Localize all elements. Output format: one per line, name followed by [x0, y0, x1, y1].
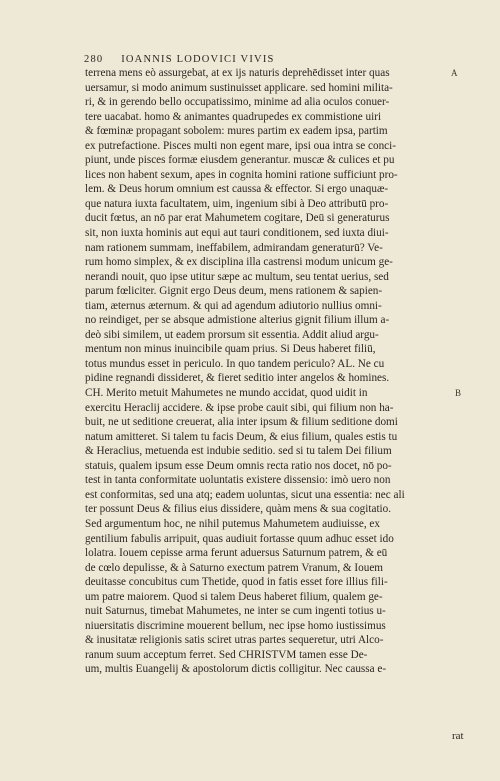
text-line: ranum suum acceptum ferret. Sed CHRISTVM tamen esse De-: [85, 648, 368, 661]
running-title: IOANNIS LODOVICI VIVIS: [121, 54, 275, 65]
text-line: buit, ne ut seditione creuerat, alia inter ipsum & filium seditione domi: [85, 416, 398, 429]
running-header: [84, 54, 464, 65]
text-line: que natura iuxta facultatem, uim, ingenium sibi à Deo attributū pro-: [85, 197, 389, 210]
text-line: lices non habent sexum, apes in cognita homini ratione sufficiunt pro-: [85, 168, 398, 181]
text-line: statuis, qualem ipsum esse Deum omnis recta ratio nos docet, nō po-: [85, 459, 392, 472]
text-line: sit, non iuxta hominis aut equi aut tauri conditionem, sed iuxta diui-: [85, 227, 389, 240]
catchword: rat: [452, 730, 464, 742]
text-line: deò sibi similem, ut eadem prorsum sit essentia. Addit aliud argu-: [85, 328, 379, 341]
text-line: nuit Saturnus, timebat Mahumetes, ne inter se cum ingenti totius u-: [85, 605, 386, 618]
text-line: CH. Merito metuit Mahumetes ne mundo accidat, quod uidit in: [85, 387, 368, 400]
text-line: nam rationem summam, ineffabilem, admirandam generaturū? Ve-: [85, 241, 383, 254]
text-line: de cœlo depulisse, & à Saturno exectum patrem Vranum, & Iouem: [85, 561, 383, 574]
text-line: Sed argumentum hoc, ne nihil putemus Mahumetem audiuisse, ex: [85, 517, 380, 530]
text-line: ri, & in gerendo bello occupatissimo, minime ad alia oculos conuer-: [85, 96, 390, 109]
text-line: ducit fœtus, an nō par erat Mahumetem cogitare, Deū si generaturus: [85, 212, 390, 225]
text-line: tiam, æternus æternum. & qui ad agendum adiutorio nullius omni-: [85, 299, 382, 312]
text-line: lem. & Deus horum omnium est caussa & effector. Si ergo unaquæ-: [85, 183, 389, 196]
text-line: nerandi nouit, quo ipse utitur sæpe ac multum, seu tentat uerius, sed: [85, 270, 389, 283]
text-line: exercitu Heraclij accidere. & ipse probe cauit sibi, qui filium non ha-: [85, 401, 394, 414]
text-line: um, multis Euangelij & apostolorum dictis colligitur. Nec caussa e-: [85, 663, 387, 676]
text-line: est conformitas, sed una atq; eadem uoluntas, sicut una essentia: nec ali: [85, 488, 405, 501]
text-line: ter possunt Deus & filius eius dissidere, quàm mens & sua cogitatio.: [85, 503, 392, 516]
body-text: [85, 66, 449, 677]
text-line: piunt, unde pisces formæ eiusdem generantur. muscæ & culices et pu: [85, 154, 395, 167]
page-number: 280: [84, 54, 104, 65]
text-line: deuitasse concubitus cum Thetide, quod in fatis esset fore illius fili-: [85, 576, 388, 589]
text-line: rum homo simplex, & ex disciplina illa castrensi modum unicum ge-: [85, 256, 393, 269]
text-line: um patre maiorem. Quod si talem Deus haberet filium, qualem ge-: [85, 590, 383, 603]
text-line: totus mundus esset in periculo. In quo tandem periculo? AL. Ne cu: [85, 357, 385, 370]
text-line: niuersitatis discrimine mouerent bellum, nec ipse homo iustissimus: [85, 619, 386, 632]
text-line: & fœminæ propagant sobolem: mures partim ex eadem ipsa, partim: [85, 125, 388, 138]
text-line: & Heraclius, metuenda est indubie seditio. sed si tu talem Dei filium: [85, 445, 392, 458]
text-line: uersamur, si modo animum sustinuisset applicare. sed homini milita-: [85, 81, 393, 94]
text-line: gentilium fabulis arripuit, quas audiuit fortasse quum adhuc esset ido: [85, 532, 394, 545]
text-line: parum fœliciter. Gignit ergo Deus deum, mens rationem & sapien-: [85, 285, 383, 298]
text-line: mentum non minus inuincibile quam prius. Si Deus haberet filiū,: [85, 343, 376, 356]
text-line: no reindiget, per se absque admistione alterius gignit filium illum a-: [85, 314, 390, 327]
text-line: lolatra. Iouem cepisse arma ferunt aduersus Saturnum patrem, & eū: [85, 547, 388, 560]
margin-letter-a: A: [451, 68, 458, 78]
text-line: terrena mens eò assurgebat, at ex ijs naturis deprehēdisset inter quas: [85, 67, 390, 79]
text-line: tere uacabat. homo & animantes quadrupedes ex commistione uiri: [85, 110, 382, 123]
text-line: natum amitteret. Si talem tu facis Deum, & eius filium, quales estis tu: [85, 430, 398, 443]
margin-letter-b: B: [455, 388, 462, 398]
text-line: pidine regnandi dissideret, & fieret seditio inter angelos & homines.: [85, 372, 390, 385]
text-line: test in tanta conformitate uoluntatis existere dissensio: imò uero non: [85, 474, 391, 487]
text-line: & inusitatæ religionis satis sciret utras partes sequeretur, utri Alco-: [85, 634, 384, 647]
text-line: ex putrefactione. Pisces multi non egent mare, ipsi oua intra se conci-: [85, 139, 396, 152]
